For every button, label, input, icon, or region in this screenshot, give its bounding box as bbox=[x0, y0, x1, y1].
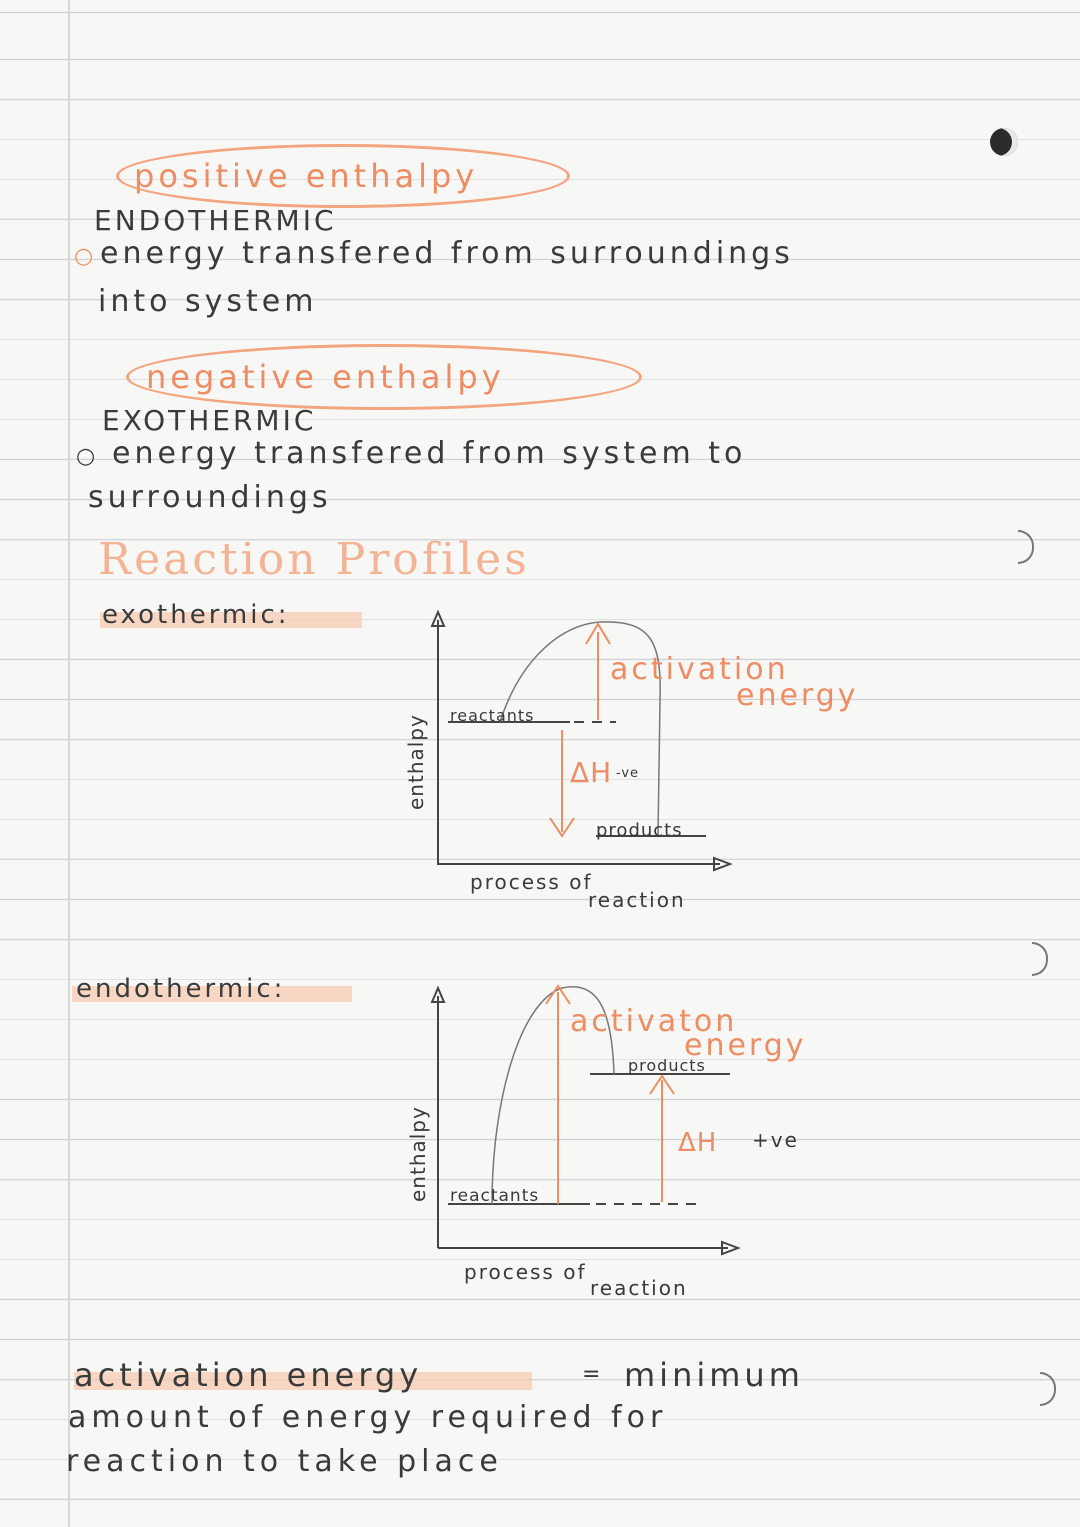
endo-y-axis-label: enthalpy bbox=[406, 1106, 430, 1202]
definition-line-3: reaction to take place bbox=[66, 1444, 503, 1479]
negative-line-1: energy transfered from system to bbox=[112, 436, 747, 471]
endothermic-profile-label: endothermic: bbox=[76, 974, 286, 1004]
section-heading: Reaction Profiles bbox=[98, 534, 530, 585]
endo-activation-label-2: energy bbox=[684, 1028, 807, 1063]
exo-reactants-label: reactants bbox=[450, 706, 535, 725]
positive-line-2: into system bbox=[98, 284, 318, 319]
bullet-icon: ○ bbox=[76, 444, 100, 469]
exo-x-axis-label-2: reaction bbox=[588, 888, 686, 912]
positive-enthalpy-title: positive enthalpy bbox=[134, 157, 479, 195]
endo-products-label: products bbox=[628, 1056, 706, 1075]
exo-dh-label: ΔH bbox=[570, 756, 613, 789]
exo-x-axis-label-1: process of bbox=[470, 870, 593, 894]
positive-line-1: energy transfered from surroundings bbox=[100, 236, 794, 271]
endo-dh-label: ΔH bbox=[678, 1128, 718, 1158]
definition-line-2: amount of energy required for bbox=[68, 1400, 668, 1435]
bullet-icon: ○ bbox=[74, 244, 98, 269]
activation-energy-term: activation energy bbox=[74, 1356, 423, 1394]
exo-dh-sign: -ve bbox=[616, 766, 640, 781]
endo-activation-label-1: activaton bbox=[570, 1004, 738, 1039]
negative-line-2: surroundings bbox=[88, 480, 332, 515]
endo-x-axis-label-2: reaction bbox=[590, 1276, 688, 1300]
endo-dh-sign: +ve bbox=[752, 1128, 799, 1152]
exo-activation-label-1: activation bbox=[610, 652, 789, 687]
definition-line-1: minimum bbox=[624, 1356, 804, 1394]
exo-products-label: products bbox=[596, 820, 683, 841]
exothermic-label: EXOTHERMIC bbox=[102, 404, 317, 437]
exo-y-axis-label: enthalpy bbox=[404, 714, 428, 810]
endothermic-label: ENDOTHERMIC bbox=[94, 204, 337, 237]
negative-enthalpy-title: negative enthalpy bbox=[146, 358, 505, 396]
exo-activation-label-2: energy bbox=[736, 678, 859, 713]
equals-sign: = bbox=[582, 1362, 605, 1387]
endo-reactants-label: reactants bbox=[450, 1186, 540, 1206]
exothermic-profile-label: exothermic: bbox=[102, 600, 290, 630]
endo-x-axis-label-1: process of bbox=[464, 1260, 587, 1284]
